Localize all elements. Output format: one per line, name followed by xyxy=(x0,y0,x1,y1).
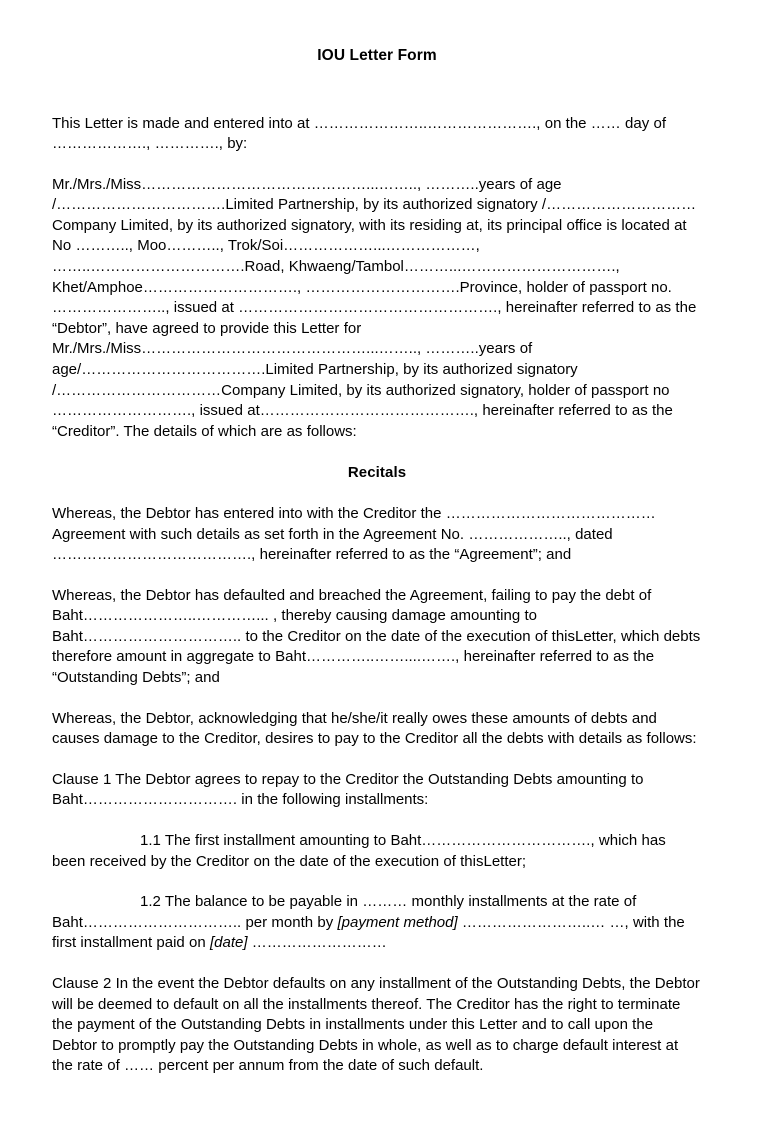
spacer xyxy=(52,484,702,504)
document-title: IOU Letter Form xyxy=(317,47,437,64)
paragraph-recital-1: Whereas, the Debtor has entered into with the Creditor the …………………………………… Agreement with such details as set forth in the Agreement No. ……………….., dated …………………………………., hereinafter referred to as the “Agreement”; and xyxy=(52,504,656,564)
paragraph-parties: Mr./Mrs./Miss………………………………………...…….., ………..years of age /…………………………….Limited Partnership, by its authorized signatory /…………………………Company Limited, by its authorized signatory, with its residing at, its principal office is located at No ……….., Moo……….., Trok/Soi………………...………………, ……..………………………….Road, Khwaeng/Tambol………...…………………………., Khet/Amphoe…………………………., ………………………….Province, holder of passport no. ………………….., issued at ……………………………………………., hereinafter referred to as the “Debtor”, have agreed to provide this Letter for Mr./Mrs./Miss………………………………………...…….., ………..years of age/……………………………….Limited Partnership, by its authorized signatory /……………………………Company Limited, by its authorized signatory, holder of passport no ………………………., issued at……………………………………., hereinafter referred to as the “Creditor”. The details of which are as follows: xyxy=(52,175,697,440)
spacer xyxy=(52,566,702,586)
clause-1-2-text-c: ……………………… xyxy=(247,934,387,952)
spacer xyxy=(52,155,702,175)
spacer xyxy=(52,750,702,770)
section-heading-recitals: Recitals xyxy=(347,464,407,482)
spacer xyxy=(52,811,702,831)
paragraph-clause-2: Clause 2 In the event the Debtor defaults on any installment of the Outstanding Debts, the Debtor will be deemed to default on all the installments thereof. The Creditor has the right to terminate the payment of the Outstanding Debts in installments under this Letter and to call upon the Debtor to promptly pay the Outstanding Debts in whole, as well as to charge default interest at the rate of …… percent per annum from the date of such default. xyxy=(52,975,700,1075)
spacer-after-title xyxy=(52,67,702,114)
clause-1-2-text-a: 1.2 The balance to be payable in ……… monthly installments at the rate of Baht………………………….. per month by xyxy=(52,893,637,931)
document-body xyxy=(52,46,702,1077)
paragraph-recital-2: Whereas, the Debtor has defaulted and breached the Agreement, failing to pay the debt of Baht…………………..…………... , thereby causing damage amounting to Baht………………………….. to the Creditor on the date of the execution of thisLetter, which debts therefore amount in aggregate to Baht…………..……....……., hereinafter referred to as the “Outstanding Debts”; and xyxy=(52,586,701,687)
spacer xyxy=(52,872,702,892)
paragraph-clause-1: Clause 1 The Debtor agrees to repay to the Creditor the Outstanding Debts amounting to Baht…………………………. in the following installments: xyxy=(52,770,644,809)
paragraph-recital-3: Whereas, the Debtor, acknowledging that he/she/it really owes these amounts of debts and causes damage to the Creditor, desires to pay to the Creditor all the debts with details as follows: xyxy=(52,709,697,748)
paragraph-clause-1-1: 1.1 The first installment amounting to Baht……………………………., which has been received by the Creditor on the date of the execution of thisLetter; xyxy=(52,832,666,870)
spacer xyxy=(52,689,702,709)
placeholder-payment-method: [payment method] xyxy=(337,913,458,931)
placeholder-date: [date] xyxy=(209,934,248,952)
clause-1-2-text-b: ……………………..… …, with the first installment paid on xyxy=(52,913,685,952)
paragraph-opening: This Letter is made and entered into at …………………..…………………., on the …… day of ………………., …………., by: xyxy=(52,114,667,153)
paragraph-clause-1-2 xyxy=(52,892,702,954)
spacer xyxy=(52,954,702,974)
spacer xyxy=(52,442,702,463)
